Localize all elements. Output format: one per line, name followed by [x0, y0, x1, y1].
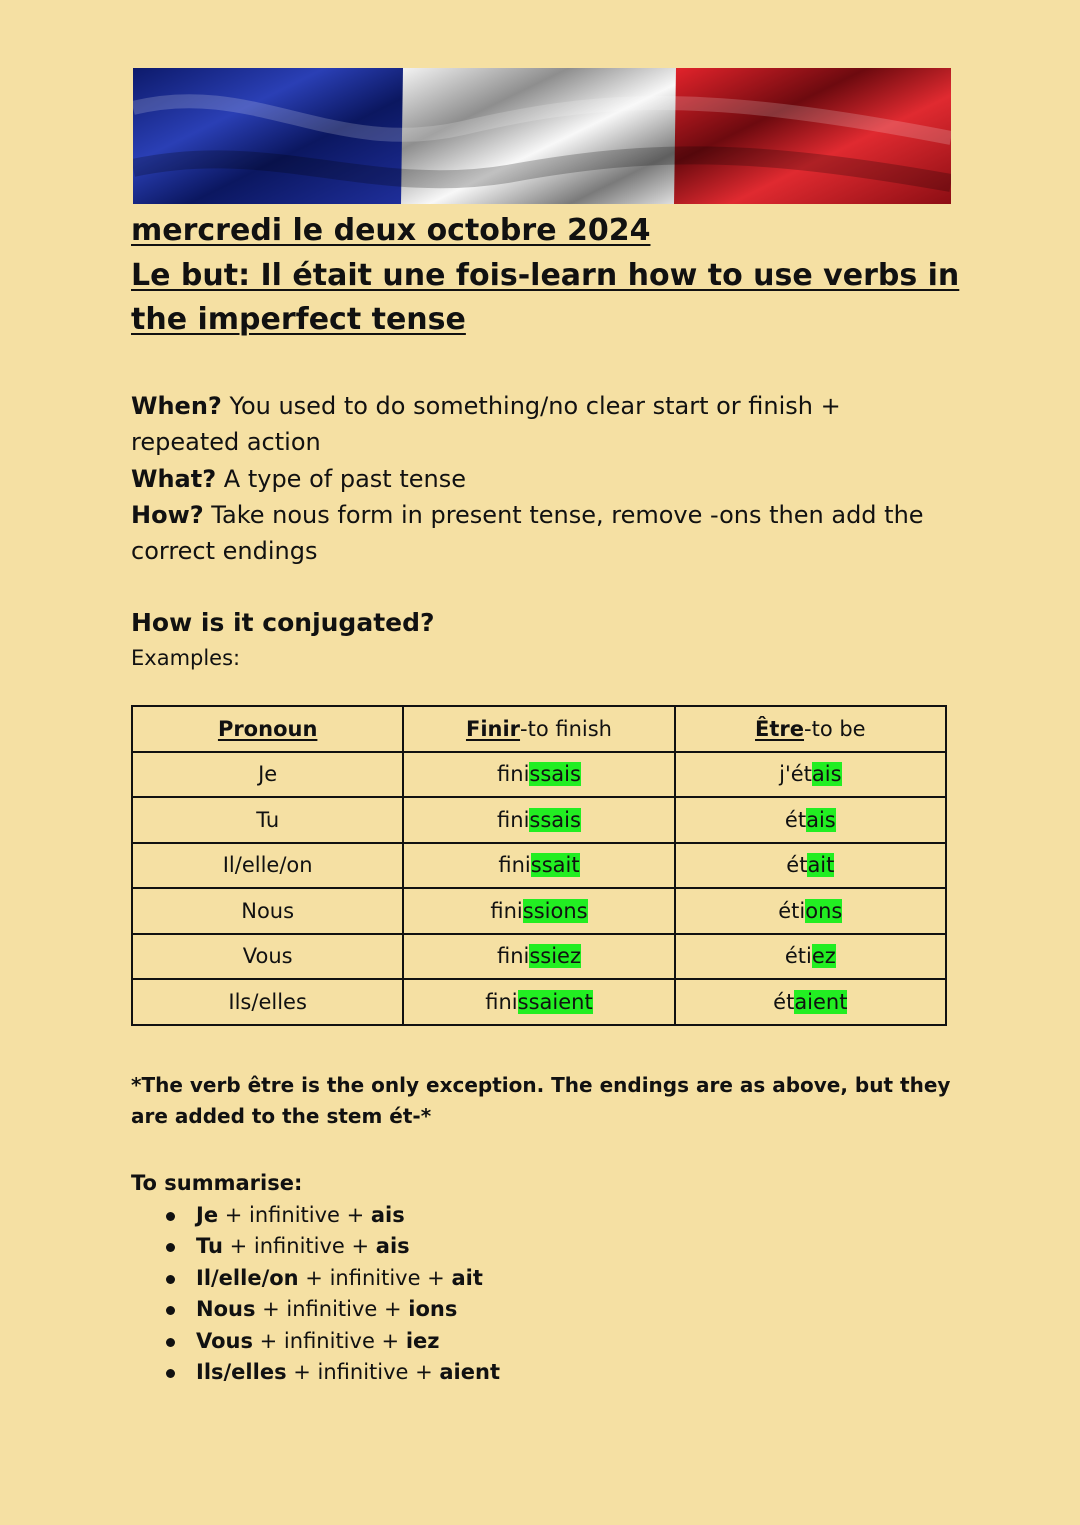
summary-pronoun: Il/elle/on: [196, 1265, 299, 1290]
pronoun-text: Nous: [241, 898, 295, 923]
etre-cell: [675, 888, 946, 934]
what-paragraph: [131, 461, 951, 497]
section-title: How is it conjugated?: [131, 608, 435, 637]
pronoun-cell: [132, 797, 403, 843]
summary-item: [131, 1231, 500, 1262]
pronoun-text: Je: [258, 762, 278, 787]
etre-ending-highlight: ez: [811, 944, 836, 969]
summary-pronoun: Nous: [196, 1297, 256, 1322]
pronoun-cell: [132, 979, 403, 1025]
summary-ending: ions: [408, 1297, 458, 1322]
finir-stem: fini: [490, 898, 523, 923]
etre-stem: ét: [786, 853, 808, 878]
table-row: [132, 752, 946, 798]
summary-middle: + infinitive +: [252, 1328, 406, 1353]
finir-cell: [403, 888, 674, 934]
summary-middle: + infinitive +: [255, 1297, 409, 1322]
table-row: [132, 888, 946, 934]
finir-cell: [403, 843, 674, 889]
what-label: What?: [131, 465, 217, 493]
pronoun-cell: [132, 888, 403, 934]
finir-ending-highlight: ssais: [529, 762, 581, 787]
etre-stem: éti: [778, 898, 806, 923]
finir-cell: [403, 752, 674, 798]
header-finir: [403, 706, 674, 752]
etre-cell: [675, 797, 946, 843]
goal-heading-line-1: Le but: Il était une fois-learn how to use verbs in: [131, 258, 960, 293]
summary-pronoun: Ils/elles: [196, 1359, 287, 1384]
goal-heading-line-2: the imperfect tense: [131, 302, 466, 337]
etre-cell: [675, 979, 946, 1025]
finir-cell: [403, 934, 674, 980]
summary-middle: + infinitive +: [222, 1234, 376, 1259]
etre-cell: [675, 934, 946, 980]
header-etre-label: Être: [755, 716, 805, 741]
finir-ending-highlight: ssions: [522, 898, 588, 923]
summary-ending: ais: [375, 1234, 410, 1259]
etre-ending-highlight: ons: [805, 898, 843, 923]
table-header-row: [132, 706, 946, 752]
when-paragraph: [131, 388, 951, 460]
pronoun-text: Tu: [256, 807, 280, 832]
header-pronoun-label: Pronoun: [217, 716, 318, 741]
header-etre: [675, 706, 946, 752]
examples-label: Examples:: [131, 646, 241, 670]
summary-ending: ait: [451, 1265, 483, 1290]
etre-ending-highlight: ais: [811, 762, 842, 787]
finir-ending-highlight: ssiez: [529, 944, 582, 969]
when-text: You used to do something/no clear start or finish + repeated action: [131, 392, 841, 456]
header-pronoun: [132, 706, 403, 752]
finir-cell: [403, 979, 674, 1025]
summary-item: [131, 1326, 500, 1357]
table-row: [132, 979, 946, 1025]
summary-middle: + infinitive +: [286, 1359, 440, 1384]
summary-item: [131, 1357, 500, 1388]
summary-middle: + infinitive +: [218, 1203, 371, 1227]
pronoun-cell: [132, 843, 403, 889]
etre-ending-highlight: aient: [794, 989, 848, 1014]
table-row: [132, 934, 946, 980]
summary-middle: + infinitive +: [298, 1265, 452, 1290]
summary-item: [131, 1294, 500, 1325]
how-paragraph: [131, 497, 951, 569]
summary-ending: ais: [370, 1203, 405, 1227]
exception-note: *The verb être is the only exception. The endings are as above, but they are added to the stem ét-*: [131, 1073, 951, 1128]
table-row: [132, 843, 946, 889]
conjugation-table: [131, 705, 947, 1026]
how-label: How?: [131, 501, 204, 529]
etre-cell: [675, 843, 946, 889]
etre-ending-highlight: ais: [806, 807, 836, 832]
summary-pronoun: Vous: [196, 1328, 253, 1353]
etre-cell: [675, 752, 946, 798]
summary-pronoun: Tu: [196, 1234, 223, 1259]
pronoun-text: Ils/elles: [228, 989, 307, 1014]
finir-stem: fini: [485, 989, 518, 1014]
how-text: Take nous form in present tense, remove -ons then add the correct endings: [131, 501, 924, 565]
etre-stem: ét: [773, 989, 795, 1014]
finir-ending-highlight: ssais: [529, 807, 581, 832]
header-finir-label: Finir: [465, 716, 521, 741]
finir-cell: [403, 797, 674, 843]
pronoun-text: Il/elle/on: [222, 853, 313, 878]
finir-stem: fini: [497, 807, 530, 832]
pronoun-cell: [132, 934, 403, 980]
finir-stem: fini: [497, 762, 530, 787]
header-etre-meaning: -to be: [804, 716, 866, 741]
summary-item: [131, 1200, 500, 1231]
etre-stem: ét: [784, 807, 807, 832]
etre-ending-highlight: ait: [807, 853, 835, 878]
finir-ending-highlight: ssait: [530, 853, 580, 878]
summary-title: To summarise:: [131, 1171, 303, 1195]
pronoun-cell: [132, 752, 403, 798]
summary-item: [131, 1263, 500, 1294]
etre-stem: j'ét: [779, 762, 812, 787]
summary-ending: iez: [405, 1328, 440, 1353]
what-text: A type of past tense: [216, 465, 466, 493]
summary-list: [131, 1200, 500, 1388]
summary-pronoun: Je: [196, 1203, 219, 1227]
french-flag-image: [133, 68, 951, 204]
pronoun-text: Vous: [242, 944, 293, 969]
finir-stem: fini: [498, 853, 531, 878]
when-label: When?: [131, 392, 222, 420]
table-row: [132, 797, 946, 843]
etre-stem: éti: [784, 944, 812, 969]
finir-ending-highlight: ssaient: [517, 989, 593, 1014]
flag-icon: [133, 68, 951, 204]
summary-ending: aient: [439, 1359, 500, 1384]
finir-stem: fini: [496, 944, 530, 969]
date-heading: mercredi le deux octobre 2024: [131, 213, 651, 248]
header-finir-meaning: -to finish: [520, 716, 612, 741]
